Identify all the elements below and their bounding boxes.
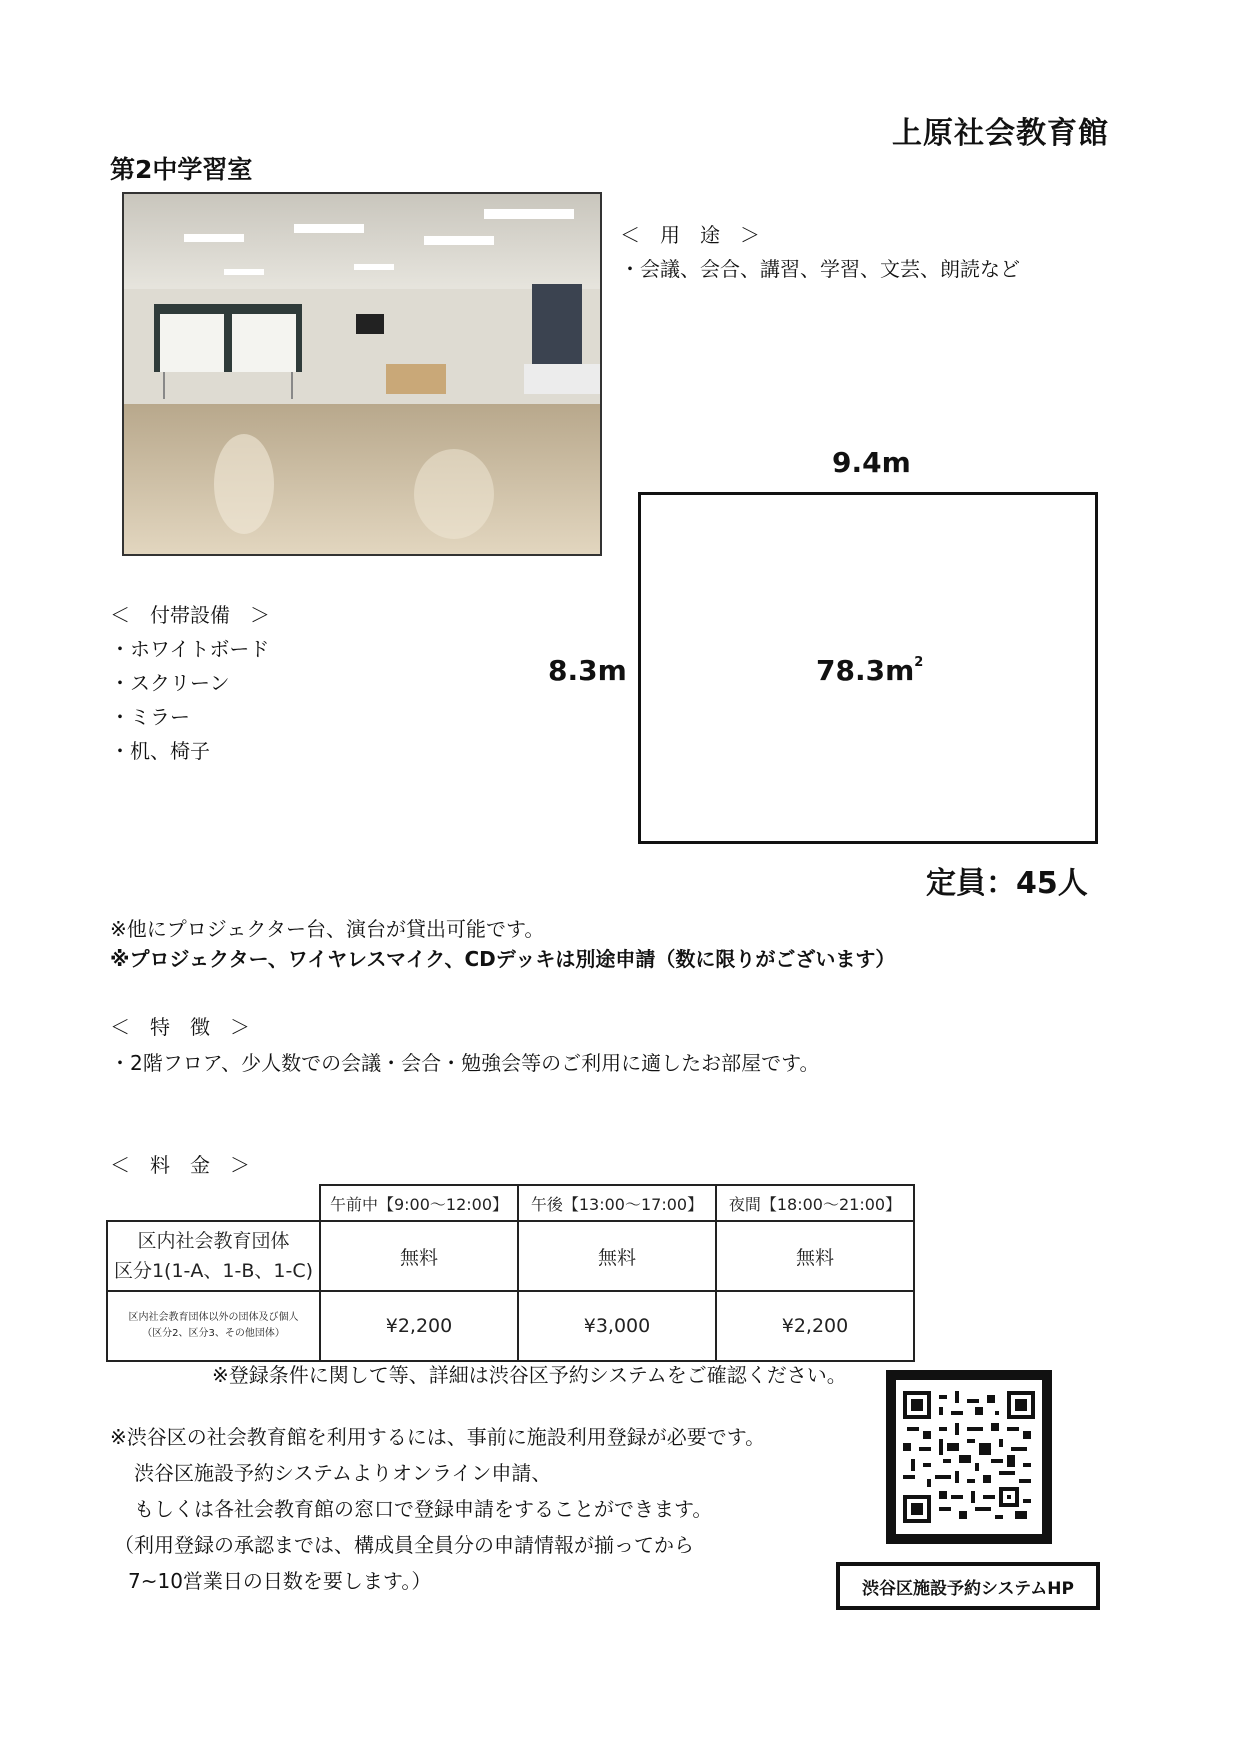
features-item: ・2階フロア、少人数での会議・会合・勉強会等のご利用に適したお部屋です。 [110, 1051, 820, 1075]
height-label: 8.3m [548, 654, 627, 687]
equipment-heading: ＜ 付帯設備 ＞ [110, 603, 270, 627]
application-note: ※プロジェクター、ワイヤレスマイク、CDデッキは別途申請（数に限りがございます） [110, 947, 896, 971]
fee-row-label-line1: 区内社会教育団体以外の団体及び個人 [128, 1312, 299, 1323]
equipment-item: ・スクリーン [110, 671, 230, 695]
equipment-item: ・ホワイトボード [110, 637, 270, 661]
fees-note: ※登録条件に関して等、詳細は渋谷区予約システムをご確認ください。 [212, 1363, 847, 1387]
registration-line: ※渋谷区の社会教育館を利用するには、事前に施設利用登録が必要です。 [110, 1425, 766, 1449]
registration-line: （利用登録の承認までは、構成員全員分の申請情報が揃ってから [114, 1533, 694, 1557]
room-name: 第2中学習室 [110, 155, 253, 184]
equipment-item: ・ミラー [110, 705, 190, 729]
features-heading: ＜ 特 徴 ＞ [110, 1015, 250, 1039]
usage-heading: ＜ 用 途 ＞ [620, 223, 760, 247]
qr-code-icon [903, 1391, 1035, 1523]
capacity: 定員：45人 [926, 866, 1088, 901]
fees-heading: ＜ 料 金 ＞ [110, 1153, 250, 1177]
fee-cell: ¥2,200 [320, 1291, 518, 1361]
fee-row [107, 1221, 914, 1291]
fee-cell: 無料 [320, 1221, 518, 1291]
qr-code[interactable] [886, 1370, 1052, 1544]
room-photo [122, 192, 602, 556]
fee-column-header: 午後【13:00～17:00】 [518, 1185, 716, 1221]
area-value: 78.3m [816, 654, 915, 687]
fee-row-label-line1: 区内社会教育団体 [137, 1230, 290, 1252]
usage-item: ・会議、会合、講習、学習、文芸、朗読など [620, 257, 1020, 281]
registration-line: 渋谷区施設予約システムよりオンライン申請、 [134, 1461, 552, 1485]
registration-line: もしくは各社会教育館の窓口で登録申請をすることができます。 [134, 1497, 713, 1521]
rental-note: ※他にプロジェクター台、演台が貸出可能です。 [110, 917, 545, 941]
fee-row-label [107, 1291, 320, 1361]
area-label [816, 654, 923, 687]
qr-label[interactable]: 渋谷区施設予約システムHP [836, 1562, 1100, 1610]
fee-row-label [107, 1221, 320, 1291]
fee-header-blank [107, 1185, 320, 1221]
facility-name: 上原社会教育館 [892, 116, 1109, 151]
fee-cell: 無料 [518, 1221, 716, 1291]
registration-line: 7~10営業日の日数を要します。） [128, 1569, 432, 1593]
fee-cell: ¥3,000 [518, 1291, 716, 1361]
width-label: 9.4m [832, 446, 911, 479]
fee-table [106, 1184, 915, 1362]
fee-cell: ¥2,200 [716, 1291, 914, 1361]
fee-cell: 無料 [716, 1221, 914, 1291]
fee-column-header: 午前中【9:00～12:00】 [320, 1185, 518, 1221]
fee-column-header: 夜間【18:00～21:00】 [716, 1185, 914, 1221]
area-unit-sup: 2 [914, 654, 924, 670]
fee-row-label-line2: （区分2、区分3、その他団体） [142, 1328, 285, 1339]
fee-row-label-line2: 区分1(1-A、1-B、1-C) [113, 1260, 314, 1282]
fee-row [107, 1291, 914, 1361]
equipment-item: ・机、椅子 [110, 739, 210, 763]
fee-header-row [107, 1185, 914, 1221]
